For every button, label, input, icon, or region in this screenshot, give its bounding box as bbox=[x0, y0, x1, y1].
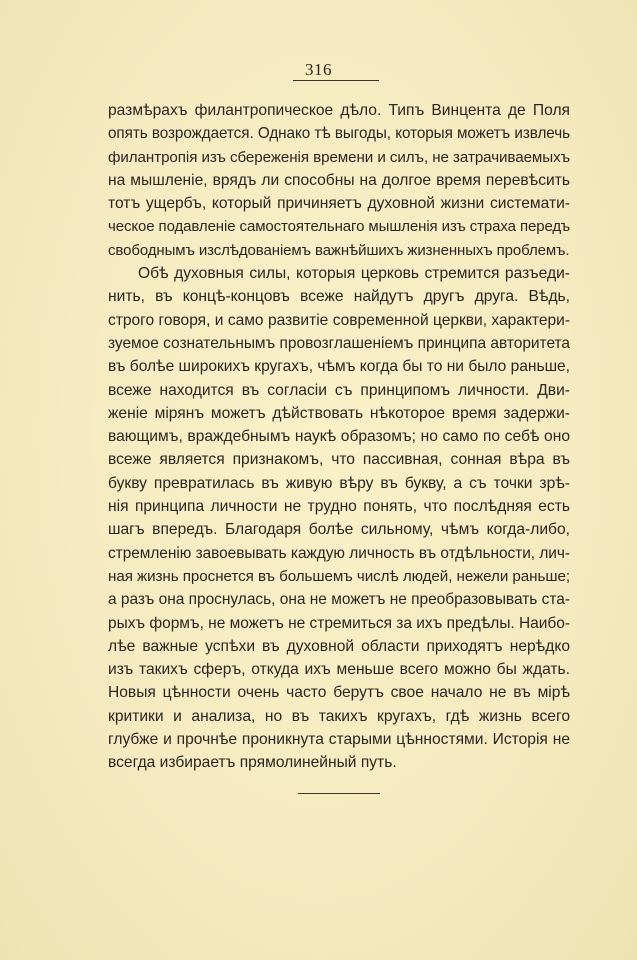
text-line: нить, въ концѣ-концовъ всеже найдутъ другъ друга. Вѣдь, bbox=[108, 288, 570, 306]
text-line: размѣрахъ филантропическое дѣло. Типъ Винцента де Поля bbox=[108, 102, 570, 119]
text-line: ческое подавленіе самостоятельнаго мышленія изъ страха передъ bbox=[108, 218, 570, 236]
body-text bbox=[108, 99, 570, 775]
text-line: рыхъ формъ, не можетъ не стремиться за ихъ предѣлы. Наибо- bbox=[108, 614, 570, 632]
text-line: тотъ ущербъ, который причиняетъ духовной жизни системати- bbox=[108, 195, 570, 213]
text-line: зуемое сознательнымъ провозглашеніемъ принципа авторитета bbox=[108, 334, 570, 352]
text-line: всеже является признакомъ, что пассивная, сонная вѣра въ bbox=[108, 451, 570, 469]
text-line: филантропія изъ сбереженія времени и силъ, не затрачиваемыхъ bbox=[108, 148, 570, 166]
text-line: лѣе важные успѣхи въ духовной области приходятъ нерѣдко bbox=[108, 637, 570, 655]
text-line: изъ такихъ сферъ, откуда ихъ меньше всего можно бы ждать. bbox=[108, 661, 570, 679]
text-line: а разъ она проснулась, она не можетъ не преобразовывать ста- bbox=[108, 591, 570, 609]
text-line: въ болѣе широкихъ кругахъ, чѣмъ когда бы то ни было раньше, bbox=[108, 358, 570, 376]
page-number-rule bbox=[293, 80, 379, 81]
text-line: глубже и прочнѣе проникнута старыми цѣнностями. Исторія не bbox=[108, 731, 570, 749]
text-line: всеже находится въ согласіи съ принципомъ личности. Дви- bbox=[108, 381, 570, 399]
text-line: стремленію завоевывать каждую личность въ отдѣльности, лич- bbox=[108, 544, 570, 562]
text-line: критики и анализа, но въ такихъ кругахъ, гдѣ жизнь всего bbox=[108, 707, 570, 725]
text-line: на мышленіе, врядъ ли способны на долгое время перевѣсить bbox=[108, 171, 570, 189]
text-line: свободнымъ изслѣдованіемъ важнѣйшихъ жизненныхъ проблемъ. bbox=[108, 241, 570, 259]
text-line: женіе мірянъ можетъ дѣйствовать нѣкоторое время задержи- bbox=[108, 404, 570, 422]
text-line: опять возрождается. Однако тѣ выгоды, которыя можетъ извлечь bbox=[108, 125, 570, 143]
text-line: вающимъ, враждебнымъ наукѣ образомъ; но само по себѣ оно bbox=[108, 428, 570, 446]
text-line: Новыя цѣнности очень часто берутъ свое начало не въ мірѣ bbox=[108, 684, 570, 702]
text-line: нія принципа личности не трудно понять, что послѣдняя есть bbox=[108, 498, 570, 516]
end-rule bbox=[298, 793, 380, 794]
text-line: букву превратилась въ живую вѣру въ букву, а съ точки зрѣ- bbox=[108, 474, 570, 492]
text-line: ная жизнь проснется въ большемъ числѣ людей, нежели раньше; bbox=[108, 567, 570, 585]
page-number: 316 bbox=[305, 60, 332, 79]
text-line: строго говоря, и само развитіе современной церкви, характери- bbox=[108, 311, 570, 329]
text-line: Обѣ духовныя силы, которыя церковь стремится разъеди- bbox=[138, 265, 570, 283]
text-line: шагъ впередъ. Благодаря болѣе сильному, чѣмъ когда-либо, bbox=[108, 521, 570, 539]
text-line: всегда избираетъ прямолинейный путь. bbox=[108, 754, 397, 772]
